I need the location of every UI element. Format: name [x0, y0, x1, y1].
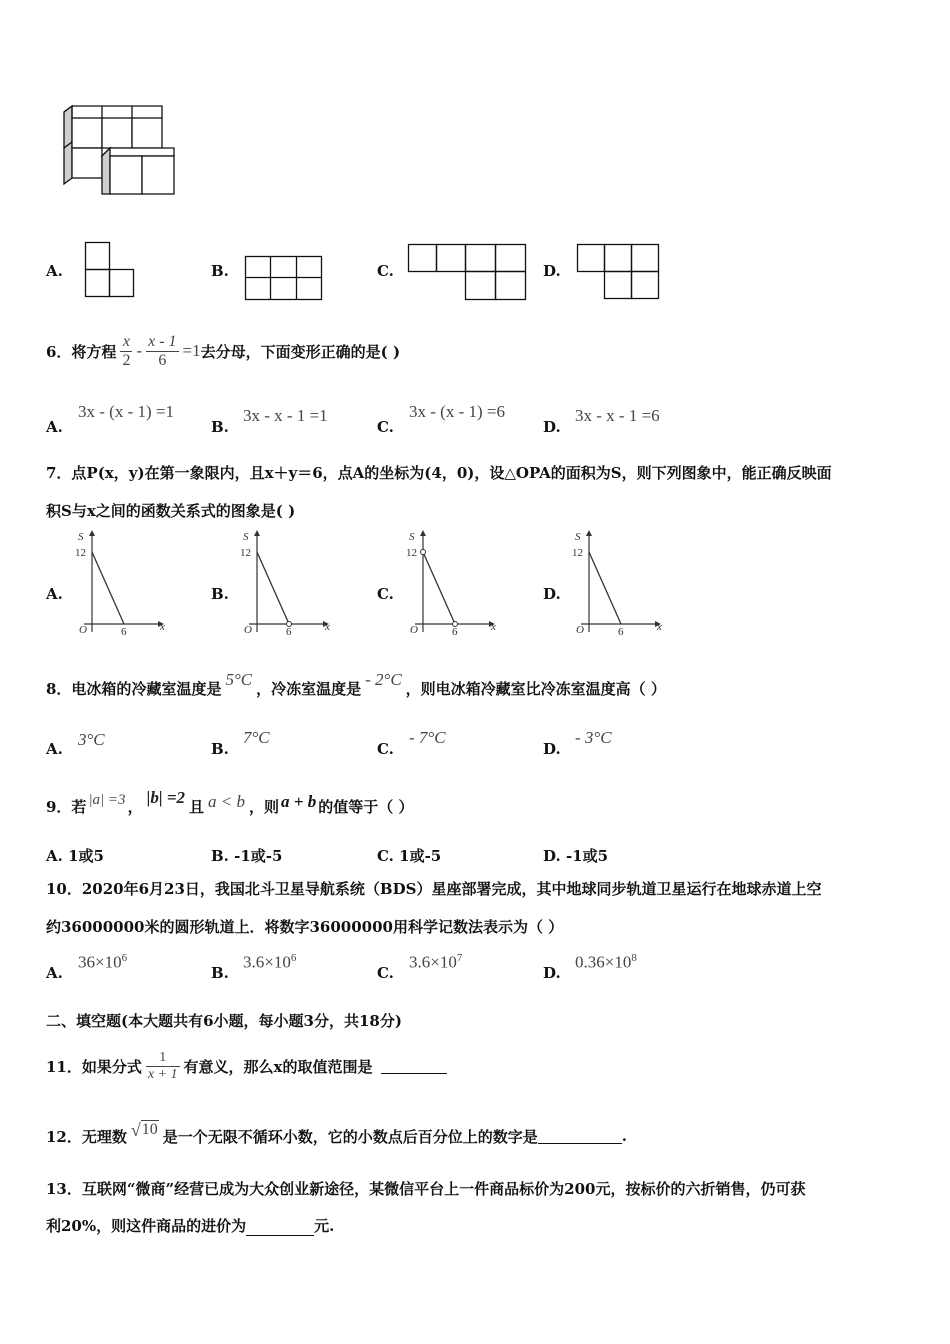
- q8-option-c-expr: - 7°C: [409, 728, 446, 747]
- q7-line2: 积S与x之间的函数关系式的图象是( ): [46, 502, 296, 520]
- q9-option-c-text: 1或-5: [399, 847, 442, 865]
- q7-option-d-label: D.: [543, 585, 561, 603]
- q11-answer-blank[interactable]: [381, 1059, 447, 1074]
- q8-option-a-label: A.: [46, 740, 63, 758]
- q9-option-c-letter: C.: [377, 847, 394, 865]
- x-tick-label: 6: [121, 626, 127, 638]
- q6-option-c-expr: 3x - (x - 1) =6: [409, 402, 505, 421]
- q8-option-c-label: C.: [377, 740, 394, 758]
- q12-answer-blank[interactable]: [538, 1129, 622, 1144]
- q7-option-a-label: A.: [46, 585, 63, 603]
- q10-option-d-base: 0.36×10: [575, 952, 632, 972]
- q9-option-a-letter: A.: [46, 847, 63, 865]
- x-tick-label: 6: [618, 626, 624, 638]
- q6-option-b-expr: 3x - x - 1 =1: [243, 406, 328, 425]
- y-axis-arrow-icon: [89, 530, 95, 536]
- function-line: [423, 552, 455, 624]
- x-axis-label: x: [491, 621, 496, 633]
- q7-graph-c: [403, 530, 495, 636]
- q12-suffix: 是一个无限不循环小数，它的小数点后百分位上的数字是: [162, 1127, 538, 1146]
- q10-line1: 10．2020年6月23日，我国北斗卫星导航系统（BDS）星座部署完成，其中地球同步轨道卫星运行在地球赤道上空: [46, 880, 822, 898]
- origin-label: O: [244, 624, 252, 636]
- q9-option-d: [543, 845, 608, 866]
- q11-frac-den: x + 1: [147, 1066, 178, 1082]
- q9-prefix: 9．若: [46, 797, 87, 816]
- q8-option-d-expr: - 3°C: [575, 728, 612, 747]
- q9-option-a: [46, 845, 104, 866]
- q9-stem: [46, 788, 413, 824]
- q6-frac2-num: x - 1: [148, 332, 177, 350]
- x-axis-label: x: [657, 621, 662, 633]
- q10-option-a-exp: 6: [121, 952, 128, 964]
- q6-option-c-label: C.: [377, 418, 394, 436]
- q10-option-b-expr: [243, 952, 296, 973]
- q12-sqrt: [131, 1120, 159, 1141]
- q13-line2-prefix: 利20%，则这件商品的进价为: [46, 1217, 247, 1235]
- q8-part1: 8．电冰箱的冷藏室温度是: [46, 679, 222, 698]
- q6-option-b-label: B.: [211, 418, 229, 436]
- q8-part3: ，则电冰箱冷藏室比冷冻室温度高（ ）: [405, 679, 666, 698]
- y-tick-label: 12: [240, 547, 251, 559]
- q7-line1: 7．点P(x，y)在第一象限内，且x＋y＝6，点A的坐标为(4，0)，设△OPA的面积为S，则下列图象中，能正确反映面: [46, 464, 832, 482]
- open-endpoint-top: [421, 550, 426, 555]
- q10-option-a-label: A.: [46, 964, 63, 982]
- q7-graph-d: [569, 530, 661, 636]
- q5-option-d-figure: [577, 244, 661, 301]
- q6-stem: [46, 320, 400, 382]
- q6-minus: -: [136, 341, 143, 360]
- q9-mid2: ，则: [249, 797, 280, 816]
- q13-answer-blank[interactable]: [246, 1221, 314, 1236]
- q10-option-c-exp: 7: [456, 952, 463, 964]
- y-axis-label: S: [243, 531, 249, 543]
- function-line: [92, 552, 124, 624]
- origin-label: O: [410, 624, 418, 636]
- sqrt-icon: √: [130, 1119, 141, 1140]
- q6-equals: =1: [182, 341, 201, 360]
- q10-option-b-base: 3.6×10: [243, 952, 291, 972]
- q5-option-d-label: D.: [543, 262, 561, 280]
- section-2-title: 二、填空题(本大题共有6小题，每小题3分，共18分): [46, 1012, 402, 1030]
- q13-line1: 13．互联网“微商”经营已成为大众创业新途径，某微信平台上一件商品标价为200元，按标价的六折销售，仍可获: [46, 1180, 806, 1198]
- q13-line2-suffix: 元.: [314, 1217, 335, 1235]
- q7-graph-b: [237, 530, 329, 636]
- q10-option-b-exp: 6: [290, 952, 297, 964]
- q12-radicand: 10: [141, 1120, 158, 1138]
- q7-option-b-label: B.: [211, 585, 229, 603]
- x-axis-label: x: [160, 621, 165, 633]
- q9-option-d-letter: D.: [543, 847, 561, 865]
- y-tick-label: 12: [75, 547, 86, 559]
- q6-option-a-label: A.: [46, 418, 63, 436]
- q6-suffix: 去分母，下面变形正确的是( ): [200, 342, 401, 361]
- q6-option-d-label: D.: [543, 418, 561, 436]
- q5-option-c-figure: [408, 244, 528, 301]
- q8-option-d-label: D.: [543, 740, 561, 758]
- y-axis-label: S: [409, 531, 415, 543]
- q9-option-d-text: -1或5: [565, 847, 609, 865]
- y-tick-label: 12: [406, 547, 417, 559]
- q10-option-c-label: C.: [377, 964, 394, 982]
- q8-part2: ，冷冻室温度是: [256, 679, 362, 698]
- q6-option-d-expr: 3x - x - 1 =6: [575, 406, 660, 425]
- q11-prefix: 11．如果分式: [46, 1057, 142, 1076]
- q10-option-d-exp: 8: [631, 952, 637, 964]
- y-axis-label: S: [575, 531, 581, 543]
- q9-cond1: |a| =3: [88, 791, 126, 808]
- q10-option-a-expr: [78, 952, 127, 973]
- q7-graph-a: [72, 530, 164, 636]
- q9-cond2: |b| =2: [146, 788, 186, 807]
- q12-stem: [46, 1118, 627, 1154]
- q6-frac2: [146, 333, 178, 370]
- q7-option-c-label: C.: [377, 585, 394, 603]
- q8-temp1: 5°C: [225, 670, 253, 689]
- q11-frac-num: 1: [146, 1050, 180, 1067]
- y-axis-arrow-icon: [254, 530, 260, 536]
- y-axis-arrow-icon: [420, 530, 426, 536]
- y-axis-arrow-icon: [586, 530, 592, 536]
- q10-option-d-label: D.: [543, 964, 561, 982]
- q5-option-c-label: C.: [377, 262, 394, 280]
- origin-label: O: [576, 624, 584, 636]
- cube-stack-figure: [58, 106, 183, 198]
- q13-line2: [46, 1215, 334, 1236]
- q9-option-b: [211, 845, 282, 866]
- q6-frac1: [120, 333, 132, 370]
- function-line: [589, 552, 621, 624]
- q9-comma: ，: [127, 797, 143, 816]
- q12-prefix: 12．无理数: [46, 1127, 127, 1146]
- q11-fraction: [146, 1050, 180, 1083]
- q9-option-b-text: -1或-5: [234, 847, 283, 865]
- q10-option-b-label: B.: [211, 964, 229, 982]
- q6-frac1-num: x: [120, 333, 132, 352]
- q9-mid: 且: [189, 797, 205, 816]
- q9-expr: a + b: [281, 792, 317, 811]
- function-line: [257, 552, 289, 624]
- q10-line2: 约36000000米的圆形轨道上．将数字36000000用科学记数法表示为（ ）: [46, 918, 564, 936]
- q8-option-b-label: B.: [211, 740, 229, 758]
- q5-option-b-figure: [245, 256, 323, 301]
- q9-option-a-text: 1或5: [68, 847, 104, 865]
- y-tick-label: 12: [572, 547, 583, 559]
- q12-end: .: [621, 1127, 628, 1145]
- origin-label: O: [79, 624, 87, 636]
- q11-stem: [46, 1036, 447, 1096]
- q9-cond3: a < b: [208, 792, 246, 811]
- q11-suffix: 有意义，那么x的取值范围是: [183, 1057, 373, 1076]
- x-tick-label: 6: [452, 626, 458, 638]
- q5-option-a-label: A.: [46, 262, 63, 280]
- q10-option-a-base: 36×10: [78, 952, 122, 972]
- q8-option-a-expr: 3°C: [78, 730, 105, 749]
- x-tick-label: 6: [286, 626, 292, 638]
- q6-option-a-expr: 3x - (x - 1) =1: [78, 402, 174, 421]
- q9-option-b-letter: B.: [211, 847, 229, 865]
- q5-option-a-figure: [85, 242, 135, 298]
- q9-option-c: [377, 845, 441, 866]
- q6-frac2-den: 6: [158, 351, 167, 369]
- q10-option-c-base: 3.6×10: [409, 952, 457, 972]
- q6-frac1-den: 2: [122, 351, 131, 369]
- q8-temp2: - 2°C: [365, 670, 402, 689]
- q9-suffix: 的值等于（ ）: [318, 797, 414, 816]
- q8-stem: [46, 670, 666, 706]
- y-axis-label: S: [78, 531, 84, 543]
- q10-option-d-expr: [575, 952, 637, 973]
- q10-option-c-expr: [409, 952, 462, 973]
- q8-option-b-expr: 7°C: [243, 728, 270, 747]
- q6-prefix: 6．将方程: [46, 342, 117, 361]
- x-axis-label: x: [325, 621, 330, 633]
- q5-option-b-label: B.: [211, 262, 229, 280]
